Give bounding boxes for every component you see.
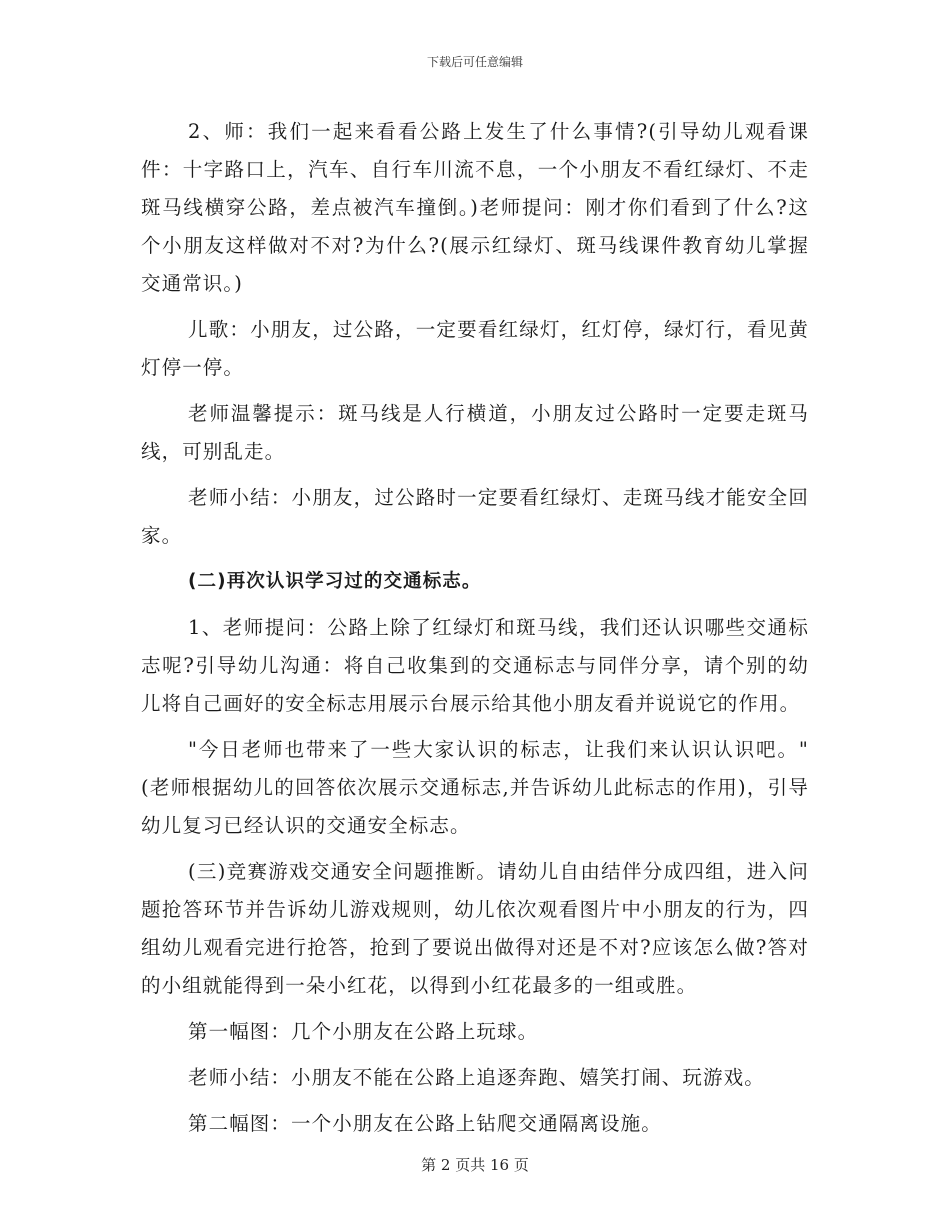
paragraph-signs-question: 1、老师提问：公路上除了红绿灯和斑马线，我们还认识哪些交通标志呢?引导幼儿沟通：将自己收集到的交通标志与同伴分享，请个别的幼儿将自己画好的安全标志用展示台展示给其他小朋友看并说说它的作用。 bbox=[141, 616, 809, 715]
page-number: 第 2 页共 16 页 bbox=[421, 1156, 529, 1174]
paragraph-teacher-tip: 老师温馨提示：斑马线是人行横道，小朋友过公路时一定要走斑马线，可别乱走。 bbox=[141, 402, 809, 463]
paragraph-picture-2: 第二幅图：一个小朋友在公路上钻爬交通隔离设施。 bbox=[188, 1112, 662, 1135]
paragraph-teacher-question: 2、师：我们一起来看看公路上发生了什么事情?(引导幼儿观看课件：十字路口上，汽车、自行车川流不息，一个小朋友不看红绿灯、不走斑马线横穿公路，差点被汽车撞倒。)老师提问：刚才你们看到了什么?这个小朋友这样做对不对?为什么?(展示红绿灯、斑马线课件教育幼儿掌握交通常识。) bbox=[141, 120, 809, 295]
section-heading-2: (二)再次认识学习过的交通标志。 bbox=[188, 571, 482, 592]
paragraph-picture-1: 第一幅图：几个小朋友在公路上玩球。 bbox=[188, 1020, 539, 1043]
paragraph-teacher-summary-2: 老师小结：小朋友不能在公路上追逐奔跑、嬉笑打闹、玩游戏。 bbox=[188, 1066, 765, 1089]
paragraph-teacher-summary-1: 老师小结：小朋友，过公路时一定要看红绿灯、走斑马线才能安全回家。 bbox=[141, 486, 809, 547]
paragraph-nursery-rhyme: 儿歌：小朋友，过公路，一定要看红绿灯，红灯停，绿灯行，看见黄灯停一停。 bbox=[141, 318, 809, 379]
page-header: 下载后可任意编辑 bbox=[426, 55, 523, 69]
paragraph-signs-intro: "今日老师也带来了一些大家认识的标志，让我们来认识认识吧。"(老师根据幼儿的回答依次展示交通标志,并告诉幼儿此标志的作用)，引导幼儿复习已经认识的交通安全标志。 bbox=[141, 738, 809, 837]
document-body bbox=[141, 113, 809, 1151]
paragraph-competition-game: (三)竞赛游戏交通安全问题推断。请幼儿自由结伴分成四组，进入问题抢答环节并告诉幼儿游戏规则，幼儿依次观看图片中小朋友的行为，四组幼儿观看完进行抢答，抢到了要说出做得对还是不对?应该怎么做?答对的小组就能得到一朵小红花，以得到小红花最多的一组或胜。 bbox=[141, 860, 809, 997]
